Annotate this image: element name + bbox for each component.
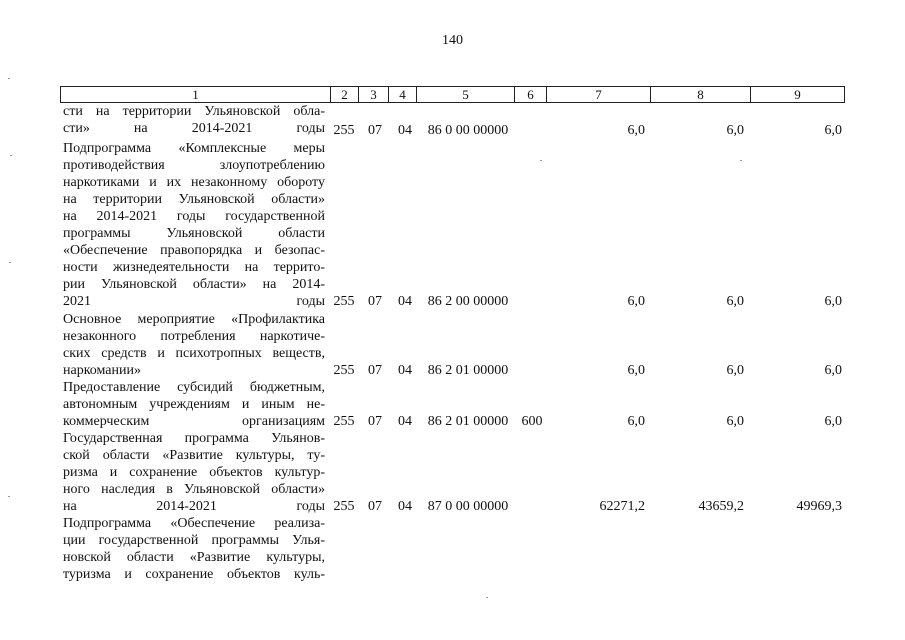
header-col-9: 9 [751, 87, 845, 103]
description-line: Государственная программа Ульянов- [63, 431, 325, 446]
cell-admin-code: 255 [333, 294, 355, 309]
cell-amount-8: 43659,2 [698, 499, 744, 514]
cell-amount-9: 6,0 [824, 363, 842, 378]
cell-amount-9: 49969,3 [796, 499, 842, 514]
description-line: автономным учреждениям и иным не- [63, 397, 325, 412]
cell-subsection: 04 [398, 414, 412, 429]
description-line: незаконного потребления наркотиче- [63, 329, 325, 344]
cell-target-article: 87 0 00 00000 [427, 499, 509, 514]
header-col-3: 3 [359, 87, 389, 103]
column-header-table [60, 86, 845, 103]
cell-amount-8: 6,0 [726, 294, 744, 309]
cell-amount-8: 6,0 [726, 123, 744, 138]
header-row [61, 87, 845, 103]
description-line: ного наследия в Ульяновской области» [63, 482, 325, 497]
description-line: ской области «Развитие культуры, ту- [63, 448, 325, 463]
row-description [63, 515, 325, 583]
description-line: ности жизнедеятельности на террито- [63, 260, 325, 275]
description-line: наркотиками и их незаконному обороту [63, 175, 325, 190]
header-col-5: 5 [417, 87, 515, 103]
cell-target-article: 86 2 01 00000 [427, 414, 509, 429]
description-line: на 2014-2021 годы государственной [63, 209, 325, 224]
cell-amount-7: 62271,2 [599, 499, 645, 514]
cell-section: 07 [368, 363, 382, 378]
description-line: на 2014-2021 годы [63, 499, 325, 514]
description-line: Подпрограмма «Комплексные меры [63, 141, 325, 156]
cell-amount-7: 6,0 [627, 414, 645, 429]
scan-speck [486, 597, 488, 598]
cell-admin-code: 255 [333, 499, 355, 514]
row-description [63, 379, 325, 430]
cell-section: 07 [368, 499, 382, 514]
header-col-8: 8 [651, 87, 751, 103]
row-description [63, 430, 325, 515]
cell-amount-9: 6,0 [824, 414, 842, 429]
cell-admin-code: 255 [333, 363, 355, 378]
description-line: Предоставление субсидий бюджетным, [63, 380, 325, 395]
cell-amount-9: 6,0 [824, 294, 842, 309]
header-col-7: 7 [547, 87, 651, 103]
description-line: рии Ульяновской области» на 2014- [63, 277, 325, 292]
description-line: 2021 годы [63, 294, 325, 309]
cell-amount-8: 6,0 [726, 363, 744, 378]
description-line: сти на территории Ульяновской обла- [63, 104, 325, 119]
cell-subsection: 04 [398, 294, 412, 309]
description-line: туризма и сохранение объектов куль- [63, 567, 325, 582]
scan-speck [740, 160, 742, 161]
row-description [63, 311, 325, 379]
scan-speck [10, 155, 12, 156]
description-line: Основное мероприятие «Профилактика [63, 312, 325, 327]
scan-speck [9, 262, 11, 263]
description-line: коммерческим организациям [63, 414, 325, 429]
cell-section: 07 [368, 123, 382, 138]
page-number: 140 [442, 33, 463, 48]
row-description [63, 103, 325, 137]
cell-subsection: 04 [398, 499, 412, 514]
scan-speck [8, 496, 10, 497]
cell-amount-7: 6,0 [627, 363, 645, 378]
cell-target-article: 86 2 01 00000 [427, 363, 509, 378]
cell-target-article: 86 2 00 00000 [427, 294, 509, 309]
scan-speck [8, 78, 10, 79]
description-line: программы Ульяновской области [63, 226, 325, 241]
description-line: сти» на 2014-2021 годы [63, 121, 325, 136]
description-line: ризма и сохранение объектов культур- [63, 465, 325, 480]
description-line: ских средств и психотропных веществ, [63, 346, 325, 361]
description-line: противодействия злоупотреблению [63, 158, 325, 173]
cell-expense-type: 600 [521, 414, 543, 429]
cell-section: 07 [368, 414, 382, 429]
description-line: на территории Ульяновской области» [63, 192, 325, 207]
cell-admin-code: 255 [333, 414, 355, 429]
header-col-2: 2 [331, 87, 359, 103]
cell-target-article: 86 0 00 00000 [427, 123, 509, 138]
header-col-4: 4 [389, 87, 417, 103]
cell-amount-7: 6,0 [627, 123, 645, 138]
cell-amount-9: 6,0 [824, 123, 842, 138]
cell-subsection: 04 [398, 123, 412, 138]
row-description [63, 140, 325, 310]
description-line: «Обеспечение правопорядка и безопас- [63, 243, 325, 258]
cell-amount-7: 6,0 [627, 294, 645, 309]
description-line: наркомании» [63, 363, 141, 378]
scan-speck [540, 160, 542, 161]
header-col-6: 6 [515, 87, 547, 103]
cell-subsection: 04 [398, 363, 412, 378]
cell-admin-code: 255 [333, 123, 355, 138]
description-line: новской области «Развитие культуры, [63, 550, 325, 565]
description-line: Подпрограмма «Обеспечение реализа- [63, 516, 325, 531]
cell-amount-8: 6,0 [726, 414, 744, 429]
header-col-1: 1 [61, 87, 331, 103]
cell-section: 07 [368, 294, 382, 309]
description-line: ции государственной программы Улья- [63, 533, 325, 548]
